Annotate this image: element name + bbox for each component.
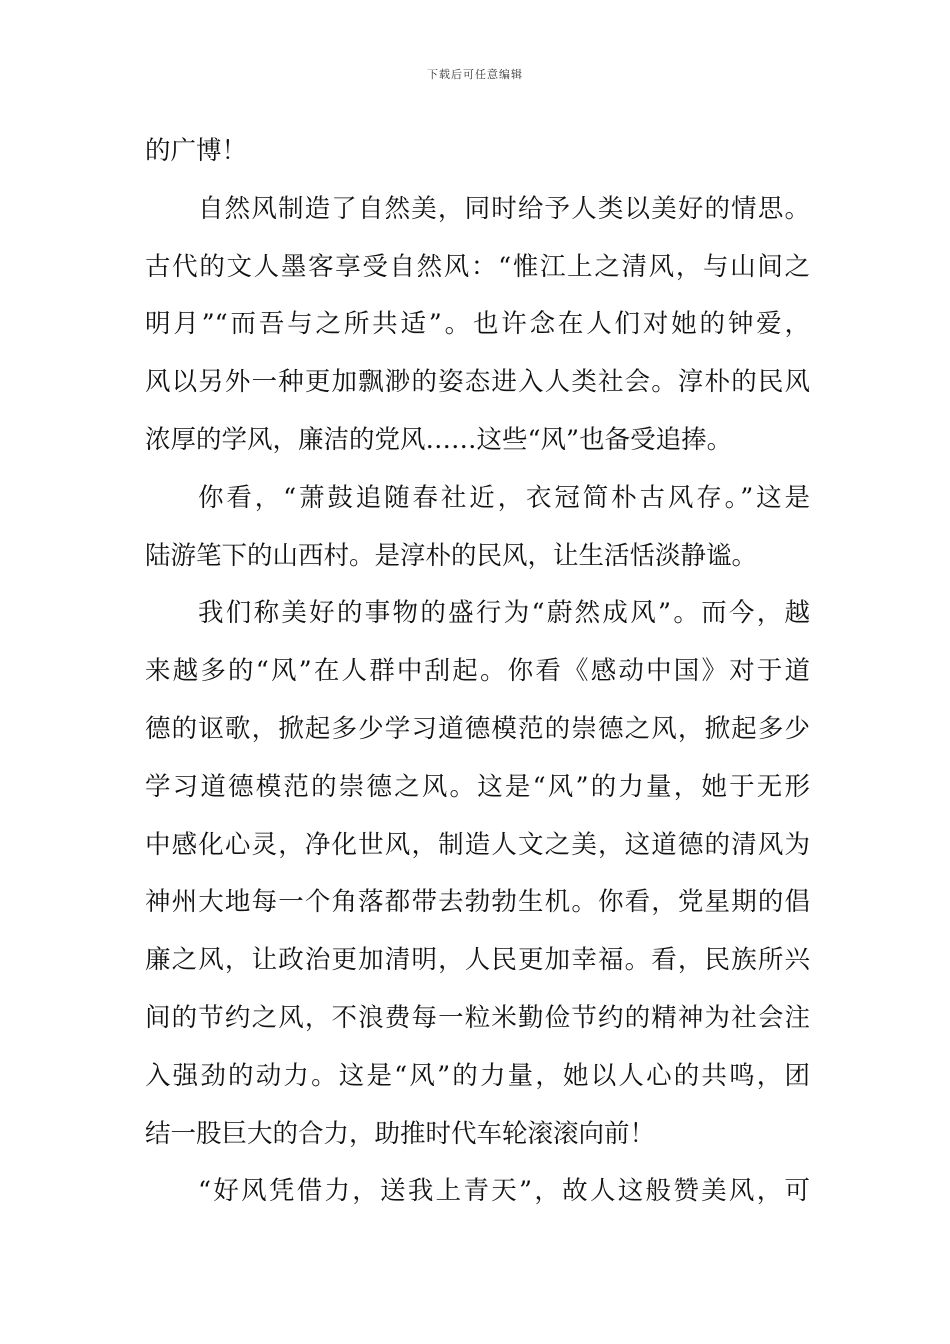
text-line: 你看，“萧鼓追随春社近，衣冠简朴古风存。”这是	[198, 482, 810, 513]
text-line: 来越多的“风”在人群中刮起。你看《感动中国》对于道	[145, 656, 810, 687]
text-line: 古代的文人墨客享受自然风：“惟江上之清风，与山间之	[145, 251, 810, 282]
text-line: 神州大地每一个角落都带去勃勃生机。你看，党星期的倡	[145, 887, 810, 918]
document-body	[145, 128, 810, 1226]
text-line: 的广博！	[145, 136, 248, 166]
text-line: 明月”“而吾与之所共适”。也许念在人们对她的钟爱，	[145, 309, 810, 340]
text-line: 德的讴歌，掀起多少学习道德模范的崇德之风，掀起多少	[145, 713, 810, 744]
text-line: 廉之风，让政治更加清明，人民更加幸福。看，民族所兴	[145, 945, 810, 976]
text-line: 陆游笔下的山西村。是淳朴的民风，让生活恬淡静谧。	[145, 540, 758, 571]
page-header: 下载后可任意编辑	[427, 68, 523, 81]
text-line: 中感化心灵，净化世风，制造人文之美，这道德的清风为	[145, 829, 810, 860]
text-line: 自然风制造了自然美，同时给予人类以美好的情思。	[198, 193, 810, 224]
text-line: 风以另外一种更加飘渺的姿态进入人类社会。淳朴的民风	[145, 367, 810, 398]
text-line: “好风凭借力，送我上青天”，故人这般赞美风，可	[198, 1176, 810, 1207]
text-line: 入强劲的动力。这是“风”的力量，她以人心的共鸣，团	[145, 1060, 810, 1091]
text-line: 浓厚的学风，廉洁的党风……这些“风”也备受追捧。	[145, 424, 733, 455]
text-line: 学习道德模范的崇德之风。这是“风”的力量，她于无形	[145, 771, 810, 802]
text-line: 我们称美好的事物的盛行为“蔚然成风”。而今，越	[198, 598, 810, 629]
text-line: 结一股巨大的合力，助推时代车轮滚滚向前！	[145, 1118, 656, 1149]
text-line: 间的节约之风，不浪费每一粒米勤俭节约的精神为社会注	[145, 1002, 810, 1033]
